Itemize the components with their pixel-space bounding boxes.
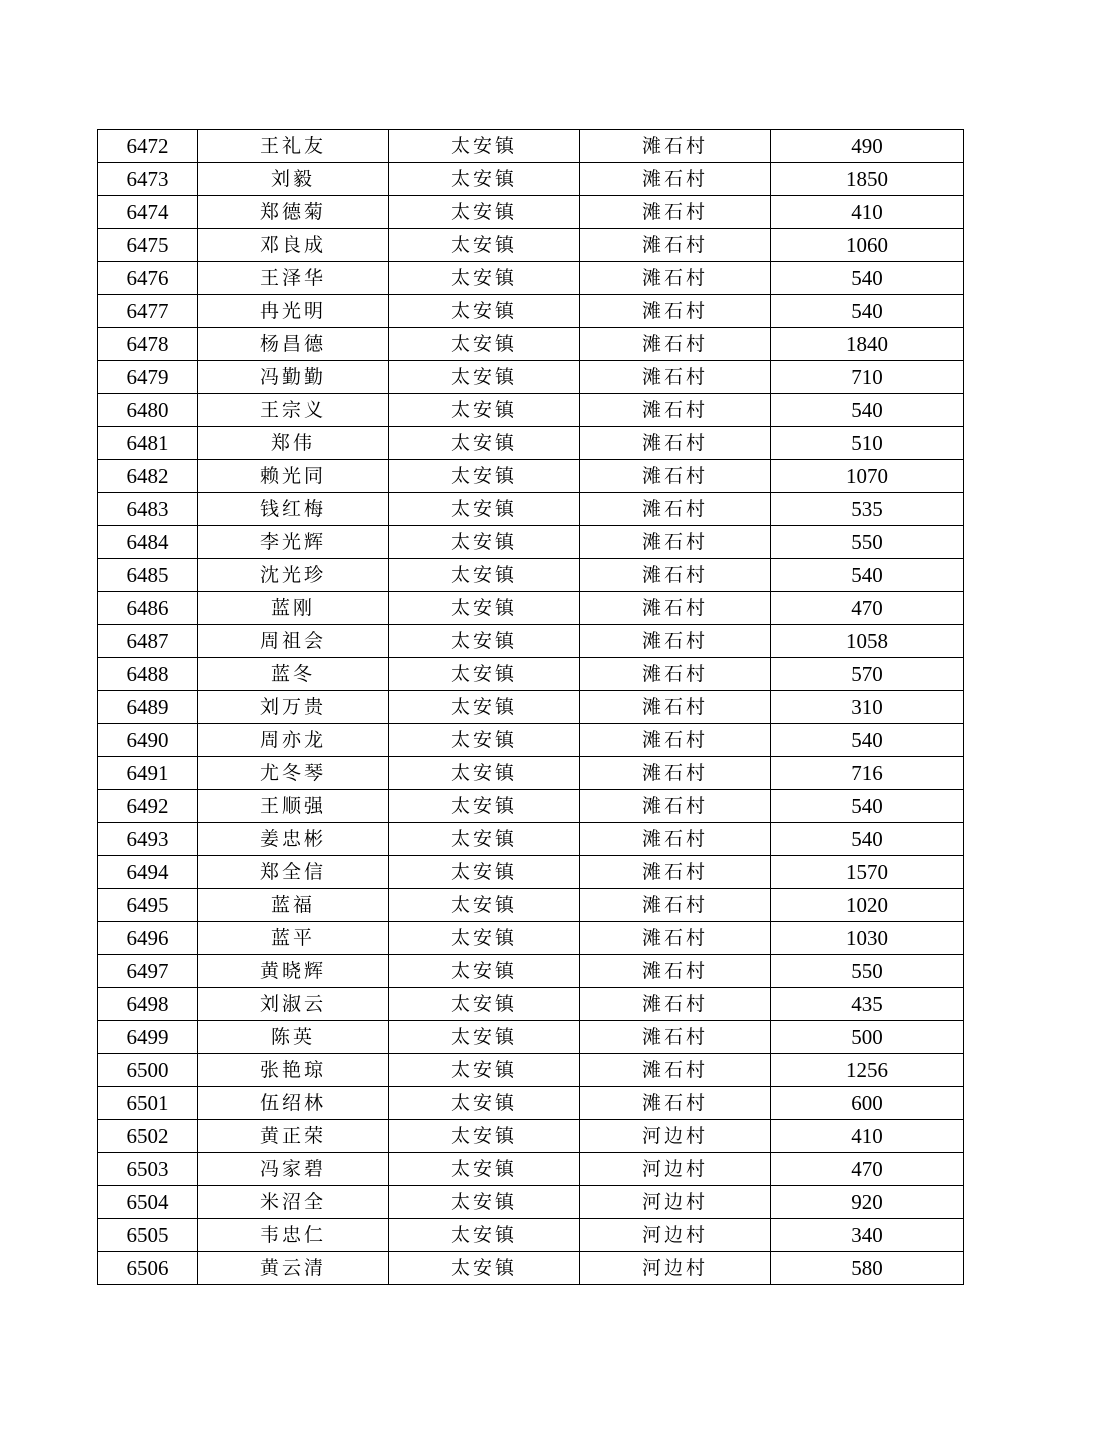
table-row [98,328,964,361]
town-name-cell: 太安镇 [389,493,580,526]
village-name-cell: 河边村 [580,1186,771,1219]
row-number-cell: 6497 [98,955,198,988]
village-name-cell: 河边村 [580,1120,771,1153]
person-name-cell: 韦忠仁 [198,1219,389,1252]
village-name-cell: 滩石村 [580,262,771,295]
row-number-cell: 6489 [98,691,198,724]
village-name-cell: 滩石村 [580,922,771,955]
village-name-cell: 滩石村 [580,163,771,196]
row-number-cell: 6475 [98,229,198,262]
table-row [98,691,964,724]
row-number-cell: 6472 [98,130,198,163]
amount-value-cell: 435 [771,988,964,1021]
village-name-cell: 滩石村 [580,328,771,361]
person-name-cell: 冯家碧 [198,1153,389,1186]
person-name-cell: 刘毅 [198,163,389,196]
village-name-cell: 滩石村 [580,823,771,856]
amount-value-cell: 1256 [771,1054,964,1087]
row-number-cell: 6479 [98,361,198,394]
town-name-cell: 太安镇 [389,394,580,427]
village-name-cell: 滩石村 [580,295,771,328]
town-name-cell: 太安镇 [389,988,580,1021]
town-name-cell: 太安镇 [389,526,580,559]
person-name-cell: 刘万贵 [198,691,389,724]
person-name-cell: 张艳琼 [198,1054,389,1087]
town-name-cell: 太安镇 [389,427,580,460]
table-row [98,196,964,229]
table-row [98,295,964,328]
row-number-cell: 6476 [98,262,198,295]
town-name-cell: 太安镇 [389,295,580,328]
table-row [98,724,964,757]
amount-value-cell: 540 [771,295,964,328]
table-row [98,922,964,955]
village-name-cell: 滩石村 [580,460,771,493]
person-name-cell: 王礼友 [198,130,389,163]
row-number-cell: 6480 [98,394,198,427]
table-row [98,757,964,790]
village-name-cell: 滩石村 [580,427,771,460]
person-name-cell: 郑伟 [198,427,389,460]
table-row [98,163,964,196]
amount-value-cell: 1020 [771,889,964,922]
table-row [98,1087,964,1120]
town-name-cell: 太安镇 [389,262,580,295]
town-name-cell: 太安镇 [389,229,580,262]
amount-value-cell: 470 [771,592,964,625]
person-name-cell: 沈光珍 [198,559,389,592]
village-name-cell: 滩石村 [580,757,771,790]
town-name-cell: 太安镇 [389,1252,580,1285]
table-row [98,460,964,493]
table-row [98,625,964,658]
table-row [98,493,964,526]
village-name-cell: 滩石村 [580,130,771,163]
amount-value-cell: 310 [771,691,964,724]
row-number-cell: 6506 [98,1252,198,1285]
row-number-cell: 6478 [98,328,198,361]
table-row [98,988,964,1021]
person-name-cell: 黄云清 [198,1252,389,1285]
town-name-cell: 太安镇 [389,130,580,163]
town-name-cell: 太安镇 [389,757,580,790]
village-name-cell: 滩石村 [580,955,771,988]
row-number-cell: 6496 [98,922,198,955]
amount-value-cell: 1570 [771,856,964,889]
table-body [98,130,964,1285]
village-name-cell: 滩石村 [580,592,771,625]
row-number-cell: 6504 [98,1186,198,1219]
town-name-cell: 太安镇 [389,1120,580,1153]
row-number-cell: 6495 [98,889,198,922]
town-name-cell: 太安镇 [389,1021,580,1054]
village-name-cell: 滩石村 [580,1021,771,1054]
row-number-cell: 6502 [98,1120,198,1153]
village-name-cell: 滩石村 [580,724,771,757]
row-number-cell: 6488 [98,658,198,691]
table-row [98,658,964,691]
amount-value-cell: 550 [771,955,964,988]
amount-value-cell: 600 [771,1087,964,1120]
table-row [98,1219,964,1252]
table-row [98,427,964,460]
town-name-cell: 太安镇 [389,856,580,889]
village-name-cell: 滩石村 [580,625,771,658]
person-name-cell: 李光辉 [198,526,389,559]
row-number-cell: 6490 [98,724,198,757]
amount-value-cell: 580 [771,1252,964,1285]
person-name-cell: 冉光明 [198,295,389,328]
row-number-cell: 6501 [98,1087,198,1120]
person-name-cell: 姜忠彬 [198,823,389,856]
person-name-cell: 黄晓辉 [198,955,389,988]
town-name-cell: 太安镇 [389,1087,580,1120]
person-name-cell: 冯勤勤 [198,361,389,394]
village-name-cell: 河边村 [580,1219,771,1252]
amount-value-cell: 410 [771,1120,964,1153]
row-number-cell: 6484 [98,526,198,559]
town-name-cell: 太安镇 [389,163,580,196]
person-name-cell: 黄正荣 [198,1120,389,1153]
table-row [98,262,964,295]
table-row [98,1252,964,1285]
amount-value-cell: 410 [771,196,964,229]
amount-value-cell: 340 [771,1219,964,1252]
amount-value-cell: 500 [771,1021,964,1054]
table-row [98,1021,964,1054]
row-number-cell: 6474 [98,196,198,229]
table-row [98,361,964,394]
village-name-cell: 滩石村 [580,196,771,229]
town-name-cell: 太安镇 [389,823,580,856]
person-name-cell: 蓝冬 [198,658,389,691]
table-row [98,229,964,262]
row-number-cell: 6482 [98,460,198,493]
town-name-cell: 太安镇 [389,196,580,229]
person-name-cell: 郑德菊 [198,196,389,229]
table-row [98,592,964,625]
table-row [98,1120,964,1153]
village-name-cell: 滩石村 [580,856,771,889]
table-row [98,1153,964,1186]
amount-value-cell: 1030 [771,922,964,955]
amount-value-cell: 540 [771,262,964,295]
person-name-cell: 陈英 [198,1021,389,1054]
village-name-cell: 滩石村 [580,790,771,823]
town-name-cell: 太安镇 [389,889,580,922]
row-number-cell: 6503 [98,1153,198,1186]
amount-value-cell: 1070 [771,460,964,493]
person-name-cell: 米沼全 [198,1186,389,1219]
amount-value-cell: 1850 [771,163,964,196]
table-row [98,130,964,163]
table-row [98,526,964,559]
person-name-cell: 伍绍林 [198,1087,389,1120]
person-name-cell: 王宗义 [198,394,389,427]
person-name-cell: 周祖会 [198,625,389,658]
town-name-cell: 太安镇 [389,559,580,592]
town-name-cell: 太安镇 [389,1219,580,1252]
amount-value-cell: 535 [771,493,964,526]
town-name-cell: 太安镇 [389,691,580,724]
town-name-cell: 太安镇 [389,922,580,955]
person-name-cell: 蓝平 [198,922,389,955]
amount-value-cell: 570 [771,658,964,691]
town-name-cell: 太安镇 [389,361,580,394]
row-number-cell: 6477 [98,295,198,328]
village-name-cell: 滩石村 [580,559,771,592]
amount-value-cell: 540 [771,823,964,856]
village-name-cell: 滩石村 [580,526,771,559]
table-row [98,790,964,823]
village-name-cell: 河边村 [580,1252,771,1285]
person-name-cell: 钱红梅 [198,493,389,526]
row-number-cell: 6491 [98,757,198,790]
table-row [98,955,964,988]
village-name-cell: 滩石村 [580,361,771,394]
town-name-cell: 太安镇 [389,625,580,658]
row-number-cell: 6487 [98,625,198,658]
town-name-cell: 太安镇 [389,658,580,691]
table-row [98,856,964,889]
amount-value-cell: 1060 [771,229,964,262]
person-name-cell: 王顺强 [198,790,389,823]
person-name-cell: 郑全信 [198,856,389,889]
amount-value-cell: 490 [771,130,964,163]
table-row [98,823,964,856]
person-name-cell: 尤冬琴 [198,757,389,790]
person-name-cell: 蓝福 [198,889,389,922]
village-name-cell: 滩石村 [580,1054,771,1087]
data-table [97,129,964,1285]
village-name-cell: 河边村 [580,1153,771,1186]
amount-value-cell: 540 [771,559,964,592]
town-name-cell: 太安镇 [389,328,580,361]
amount-value-cell: 550 [771,526,964,559]
table-row [98,1186,964,1219]
table-row [98,394,964,427]
table-row [98,559,964,592]
village-name-cell: 滩石村 [580,1087,771,1120]
town-name-cell: 太安镇 [389,1186,580,1219]
row-number-cell: 6473 [98,163,198,196]
amount-value-cell: 470 [771,1153,964,1186]
town-name-cell: 太安镇 [389,1054,580,1087]
village-name-cell: 滩石村 [580,493,771,526]
town-name-cell: 太安镇 [389,955,580,988]
person-name-cell: 王泽华 [198,262,389,295]
village-name-cell: 滩石村 [580,229,771,262]
amount-value-cell: 1840 [771,328,964,361]
village-name-cell: 滩石村 [580,889,771,922]
town-name-cell: 太安镇 [389,460,580,493]
amount-value-cell: 920 [771,1186,964,1219]
person-name-cell: 周亦龙 [198,724,389,757]
village-name-cell: 滩石村 [580,691,771,724]
village-name-cell: 滩石村 [580,988,771,1021]
row-number-cell: 6483 [98,493,198,526]
amount-value-cell: 540 [771,724,964,757]
person-name-cell: 邓良成 [198,229,389,262]
amount-value-cell: 510 [771,427,964,460]
row-number-cell: 6500 [98,1054,198,1087]
person-name-cell: 蓝刚 [198,592,389,625]
village-name-cell: 滩石村 [580,394,771,427]
amount-value-cell: 540 [771,394,964,427]
person-name-cell: 刘淑云 [198,988,389,1021]
amount-value-cell: 1058 [771,625,964,658]
town-name-cell: 太安镇 [389,1153,580,1186]
town-name-cell: 太安镇 [389,724,580,757]
town-name-cell: 太安镇 [389,592,580,625]
row-number-cell: 6486 [98,592,198,625]
row-number-cell: 6494 [98,856,198,889]
row-number-cell: 6505 [98,1219,198,1252]
row-number-cell: 6493 [98,823,198,856]
town-name-cell: 太安镇 [389,790,580,823]
table-row [98,1054,964,1087]
row-number-cell: 6481 [98,427,198,460]
amount-value-cell: 716 [771,757,964,790]
village-name-cell: 滩石村 [580,658,771,691]
row-number-cell: 6498 [98,988,198,1021]
row-number-cell: 6485 [98,559,198,592]
person-name-cell: 杨昌德 [198,328,389,361]
amount-value-cell: 710 [771,361,964,394]
row-number-cell: 6499 [98,1021,198,1054]
row-number-cell: 6492 [98,790,198,823]
amount-value-cell: 540 [771,790,964,823]
person-name-cell: 赖光同 [198,460,389,493]
table-row [98,889,964,922]
